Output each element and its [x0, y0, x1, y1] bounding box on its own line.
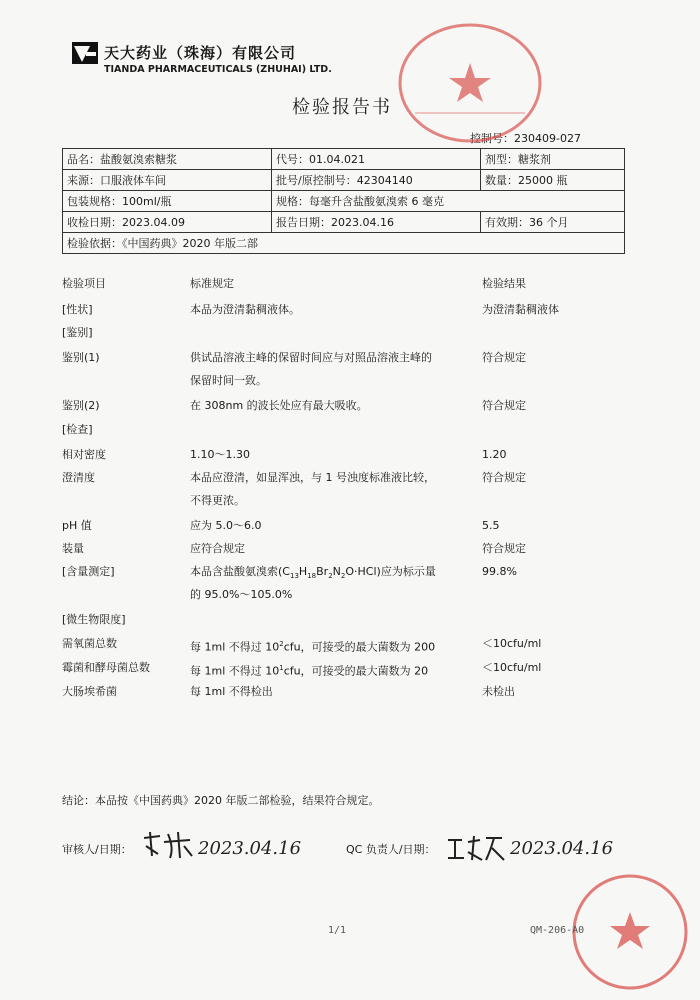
- specification: 规格：每毫升含盐酸氨溴索 6 毫克: [272, 191, 625, 212]
- exponent: 1: [279, 664, 284, 672]
- row-standard: [190, 636, 480, 656]
- product-name: 品名：盐酸氨溴索糖浆: [63, 149, 272, 170]
- reviewer-date: 2023.04.16: [198, 838, 302, 859]
- exponent: 2: [279, 640, 284, 648]
- validity: 有效期：36 个月: [481, 212, 625, 233]
- row-standard: 应符合规定: [190, 542, 245, 555]
- company-name-cn: 天大药业（珠海）有限公司: [104, 44, 297, 62]
- row-result: ＜10cfu/ml: [482, 637, 542, 650]
- company-name-en: TIANDA PHARMACEUTICALS (ZHUHAI) LTD.: [104, 64, 332, 75]
- row-result: 99.8%: [482, 565, 517, 578]
- qc-signature: [446, 832, 506, 864]
- formula-c: $_{13}H_{18}Br_2N_2O\cdot HCl$: [289, 565, 377, 581]
- assay-text-pre: 本品含盐酸氨溴索(C: [190, 565, 290, 578]
- row-result: 符合规定: [482, 351, 526, 364]
- row-standard: 每 1ml 不得检出: [190, 685, 273, 698]
- row-result: 符合规定: [482, 471, 526, 484]
- qc-date: 2023.04.16: [510, 838, 614, 859]
- section-heading: [检查]: [62, 423, 93, 436]
- section-heading: [鉴别]: [62, 326, 93, 339]
- row-item: [性状]: [62, 303, 93, 316]
- row-result: 未检出: [482, 685, 515, 698]
- reviewer-label: 审核人/日期：: [62, 843, 132, 856]
- row-standard-cont: 不得更浓。: [190, 494, 245, 507]
- col-header-result: 检验结果: [482, 277, 526, 290]
- section-heading: [微生物限度]: [62, 613, 126, 626]
- report-date: 报告日期：2023.04.16: [272, 212, 481, 233]
- row-standard-cont: 保留时间一致。: [190, 374, 267, 387]
- document-code: QM-206-A0: [530, 925, 585, 936]
- quantity: 数量：25000 瓶: [481, 170, 625, 191]
- product-info-table: [62, 148, 625, 254]
- row-standard: 供试品溶液主峰的保留时间应与对照品溶液主峰的: [190, 351, 432, 364]
- limit-text-pre: 每 1ml 不得过 10: [190, 640, 280, 654]
- row-result: 1.20: [482, 448, 507, 461]
- row-standard: 应为 5.0～6.0: [190, 519, 262, 532]
- row-result: 符合规定: [482, 399, 526, 412]
- page-title: 检验报告书: [292, 97, 392, 118]
- test-basis: 检验依据：《中国药典》2020 年版二部: [63, 233, 625, 254]
- row-standard: 本品为澄清黏稠液体。: [190, 303, 300, 316]
- row-item: 鉴别(2): [62, 399, 100, 412]
- row-result: 符合规定: [482, 542, 526, 555]
- row-item: pH 值: [62, 519, 92, 532]
- company-logo-icon: [72, 42, 98, 64]
- row-item: 鉴别(1): [62, 351, 100, 364]
- batch-number: 批号/原控制号：42304140: [272, 170, 481, 191]
- row-standard: [190, 660, 480, 680]
- row-item: [含量测定]: [62, 565, 115, 578]
- row-item: 霉菌和酵母菌总数: [62, 661, 150, 674]
- assay-text-post: )应为标示量: [376, 565, 436, 578]
- row-standard: 本品应澄清，如显浑浊，与 1 号浊度标准液比较，: [190, 471, 435, 484]
- reviewer-signature: [140, 828, 196, 862]
- row-result: 5.5: [482, 519, 500, 532]
- page-number: 1/1: [328, 925, 347, 936]
- product-code: 代号：01.04.021: [272, 149, 481, 170]
- dosage-form: 剂型：糖浆剂: [481, 149, 625, 170]
- receive-date: 收检日期：2023.04.09: [63, 212, 272, 233]
- row-item: 相对密度: [62, 448, 106, 461]
- limit-text-post: cfu，可接受的最大菌数为 200: [283, 640, 436, 654]
- row-standard: 在 308nm 的波长处应有最大吸收。: [190, 399, 368, 412]
- col-header-standard: 标准规定: [190, 277, 234, 290]
- row-result: ＜10cfu/ml: [482, 661, 542, 674]
- col-header-item: 检验项目: [62, 277, 106, 290]
- row-item: 需氧菌总数: [62, 637, 117, 650]
- row-standard-cont: 的 95.0%～105.0%: [190, 588, 293, 601]
- row-item: 澄清度: [62, 471, 95, 484]
- row-item: 装量: [62, 542, 84, 555]
- company-seal-stamp: [395, 18, 545, 148]
- row-item: 大肠埃希菌: [62, 685, 117, 698]
- control-number: 控制号：230409-027: [470, 132, 581, 145]
- limit-text-pre: 每 1ml 不得过 10: [190, 664, 280, 678]
- source: 来源：口服液体车间: [63, 170, 272, 191]
- conclusion: 结论：本品按《中国药典》2020 年版二部检验，结果符合规定。: [62, 794, 380, 807]
- row-standard: [190, 564, 480, 584]
- qc-label: QC 负责人/日期：: [346, 843, 436, 856]
- row-standard: 1.10～1.30: [190, 448, 250, 461]
- qa-seal-stamp: [565, 872, 695, 992]
- package-spec: 包装规格：100ml/瓶: [63, 191, 272, 212]
- limit-text-post: cfu，可接受的最大菌数为 20: [283, 664, 429, 678]
- row-result: 为澄清黏稠液体: [482, 303, 559, 316]
